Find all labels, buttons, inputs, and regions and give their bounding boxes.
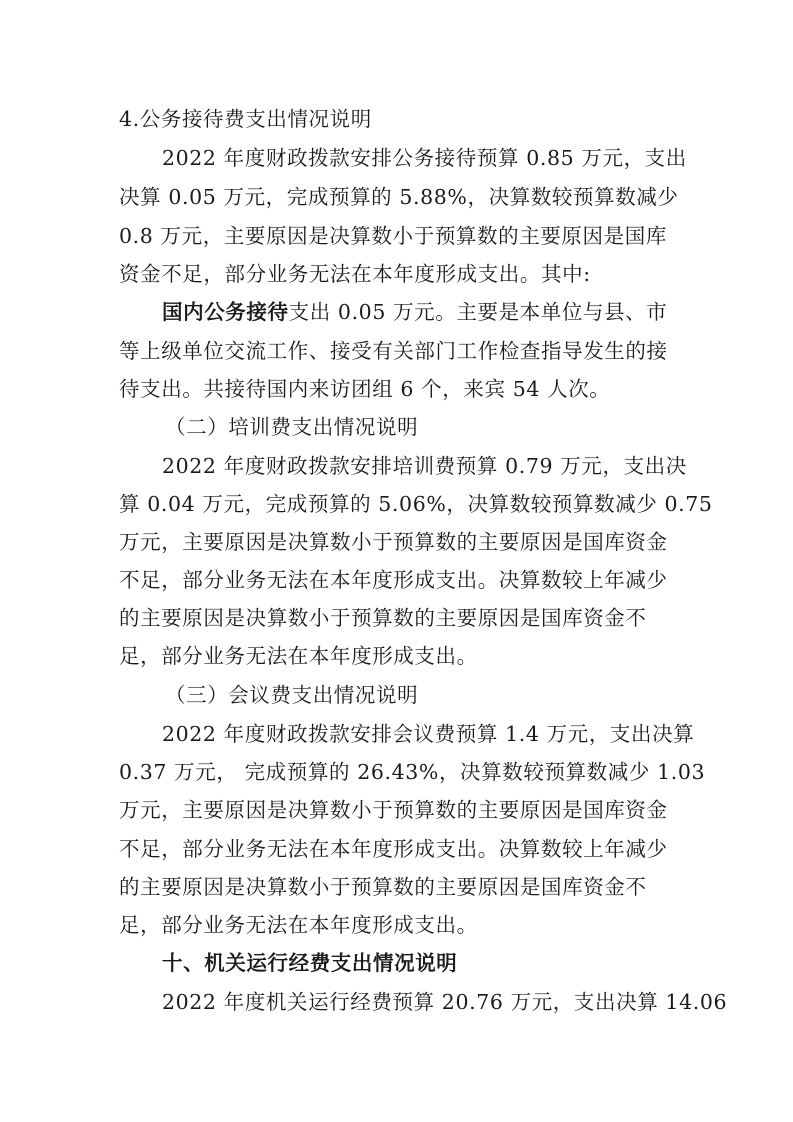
paragraph-line: 万元，主要原因是决算数小于预算数的主要原因是国库资金 [119, 798, 668, 822]
bold-term: 国内公务接待 [162, 300, 289, 324]
section-heading: 4.公务接待费支出情况说明 [119, 107, 372, 131]
paragraph-line: 不足，部分业务无法在本年度形成支出。决算数较上年减少 [119, 568, 668, 592]
paragraph-line: 2022 年度财政拨款安排培训费预算 0.79 万元，支出决 [162, 454, 687, 478]
subsection-heading: （二）培训费支出情况说明 [165, 415, 419, 439]
subsection-heading: （三）会议费支出情况说明 [165, 683, 419, 707]
section-heading: 十、机关运行经费支出情况说明 [162, 951, 458, 975]
paragraph-line: 0.37 万元， 完成预算的 26.43%，决算数较预算数减少 1.03 [119, 760, 706, 784]
paragraph-line: 待支出。共接待国内来访团组 6 个，来宾 54 人次。 [119, 377, 611, 401]
paragraph-text: 支出 0.05 万元。主要是本单位与县、市 [288, 300, 668, 324]
paragraph-line: 足，部分业务无法在本年度形成支出。 [119, 644, 478, 668]
paragraph-line: 2022 年度财政拨款安排公务接待预算 0.85 万元，支出 [162, 146, 687, 170]
paragraph-line: 算 0.04 万元，完成预算的 5.06%，决算数较预算数减少 0.75 [119, 492, 713, 516]
paragraph-line: 万元，主要原因是决算数小于预算数的主要原因是国库资金 [119, 530, 668, 554]
paragraph-line: 2022 年度机关运行经费预算 20.76 万元，支出决算 14.06 [162, 990, 728, 1014]
paragraph-line: 不足，部分业务无法在本年度形成支出。决算数较上年减少 [119, 837, 668, 861]
paragraph-line: 足，部分业务无法在本年度形成支出。 [119, 913, 478, 937]
paragraph-line: 的主要原因是决算数小于预算数的主要原因是国库资金不 [119, 875, 647, 899]
paragraph-line: 资金不足，部分业务无法在本年度形成支出。其中: [119, 262, 591, 286]
paragraph-line: 0.8 万元，主要原因是决算数小于预算数的主要原因是国库 [119, 224, 667, 248]
paragraph-line: 决算 0.05 万元，完成预算的 5.88%，决算数较预算数减少 [119, 185, 679, 209]
paragraph-line [162, 298, 667, 326]
paragraph-line: 的主要原因是决算数小于预算数的主要原因是国库资金不 [119, 606, 647, 630]
paragraph-line: 2022 年度财政拨款安排会议费预算 1.4 万元，支出决算 [162, 722, 695, 746]
paragraph-line: 等上级单位交流工作、接受有关部门工作检查指导发生的接 [119, 339, 668, 363]
